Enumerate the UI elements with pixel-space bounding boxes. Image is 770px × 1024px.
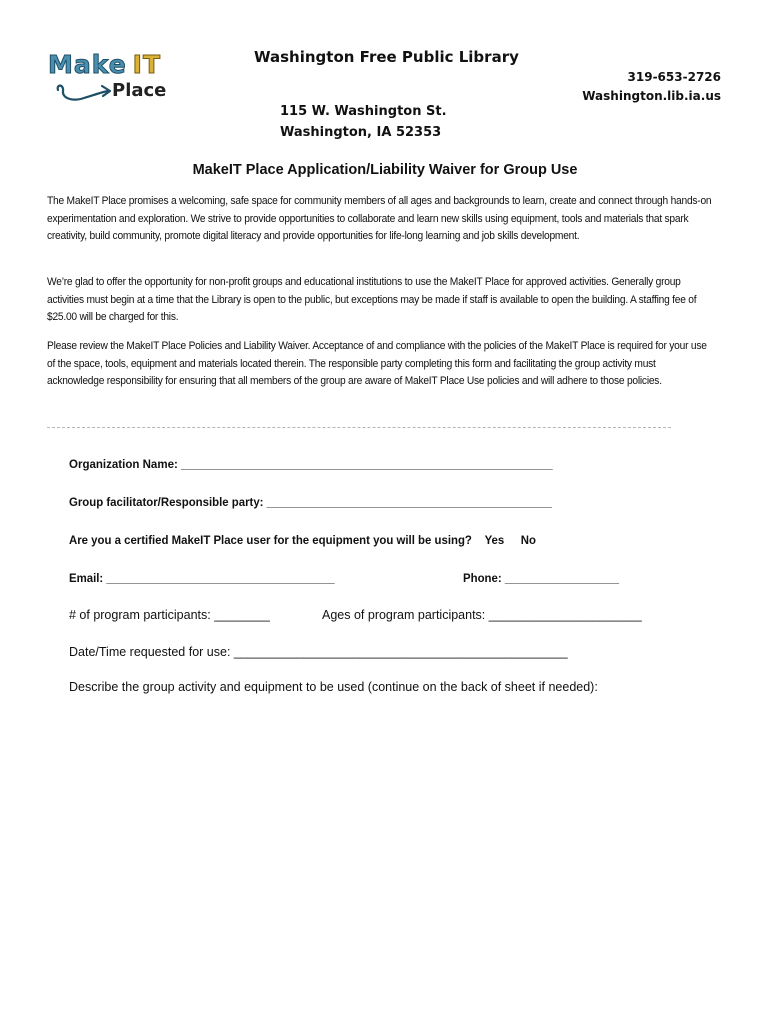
organization-name-field[interactable]	[69, 457, 553, 471]
participants-ages-field[interactable]	[322, 608, 642, 622]
contact-info	[582, 68, 721, 106]
certified-user-question	[69, 533, 549, 547]
facilitator-line[interactable]: _____________________________________________	[266, 495, 552, 509]
logo-place-text: Place	[112, 80, 167, 101]
datetime-label: Date/Time requested for use:	[69, 645, 231, 659]
organization-name-line[interactable]: __________________________________________________________	[181, 457, 553, 471]
yes-option[interactable]: Yes	[484, 533, 505, 547]
logo-arrow-icon	[54, 82, 116, 106]
participants-ages-label: Ages of program participants:	[322, 608, 486, 622]
participants-count-line[interactable]: ________	[214, 608, 270, 622]
logo-it-text: IT	[132, 50, 162, 79]
address-street: 115 W. Washington St.	[280, 104, 447, 119]
section-divider	[47, 427, 671, 428]
participants-ages-line[interactable]: ______________________	[488, 608, 642, 622]
phone-line[interactable]: __________________	[504, 571, 619, 585]
address-city: Washington, IA 52353	[280, 125, 442, 140]
email-field[interactable]	[69, 571, 335, 585]
library-phone: 319-653-2726	[627, 70, 721, 84]
phone-label: Phone:	[463, 571, 502, 585]
email-line[interactable]: ____________________________________	[106, 571, 335, 585]
makeit-place-logo	[44, 44, 184, 110]
library-website: Washington.lib.ia.us	[582, 89, 721, 103]
intro-paragraph: The MakeIT Place promises a welcoming, safe space for community members of all ages and backgrounds to learn, create and connect through hands-on experimentation and exploration. We strive to provide opportunities to collaborate and learn new skills using equipment, tools and materials that spark creativity, build community, promote digital literacy and provide opportunities for life-long learning and job skills development.	[47, 195, 712, 242]
activity-description-prompt: Describe the group activity and equipment to be used (continue on the back of sheet if needed):	[69, 680, 598, 694]
certified-question-text: Are you a certified MakeIT Place user for the equipment you will be using?	[69, 533, 472, 547]
email-label: Email:	[69, 571, 104, 585]
library-address	[280, 101, 447, 143]
logo-wordmark	[48, 50, 161, 79]
document-title: MakeIT Place Application/Liability Waiver for Group Use	[192, 162, 578, 178]
offer-paragraph: We’re glad to offer the opportunity for non-profit groups and educational institutions to use the MakeIT Place for approved activities. Generally group activities must begin at a time that the Library is open to the public, but exceptions may be made if staff is available to open the building. A staffing fee of $25.00 will be charged for this.	[47, 276, 697, 323]
no-option[interactable]: No	[520, 533, 536, 547]
datetime-line[interactable]: ________________________________________________	[233, 645, 568, 659]
facilitator-field[interactable]	[69, 495, 552, 509]
policy-paragraph: Please review the MakeIT Place Policies and Liability Waiver. Acceptance of and compliance with the policies of the MakeIT Place is required for your use of the space, tools, equipment and materials located therein. The responsible party completing this form and facilitating the group activity must acknowledge responsibility for ensuring that all members of the group are aware of MakeIT Place Use policies and will adhere to those policies.	[47, 340, 707, 387]
datetime-field[interactable]	[69, 645, 568, 659]
facilitator-label: Group facilitator/Responsible party:	[69, 495, 264, 509]
yes-no-options	[485, 533, 550, 547]
library-name: Washington Free Public Library	[254, 48, 519, 66]
phone-field[interactable]	[463, 571, 619, 585]
organization-name-label: Organization Name:	[69, 457, 178, 471]
participants-count-label: # of program participants:	[69, 608, 211, 622]
participants-count-field[interactable]	[69, 608, 270, 622]
logo-make-text: Make	[48, 50, 127, 79]
